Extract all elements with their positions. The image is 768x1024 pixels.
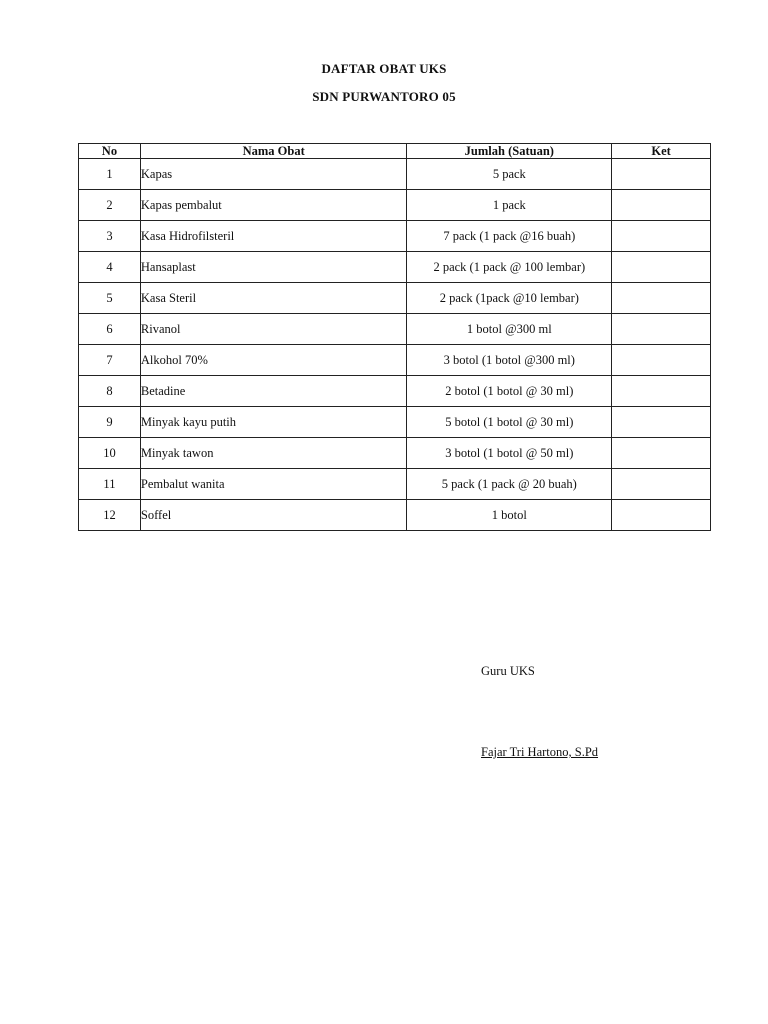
table-row <box>79 345 711 376</box>
cell-ket <box>612 500 711 531</box>
cell-ket <box>612 407 711 438</box>
table-row <box>79 283 711 314</box>
cell-qty: 5 pack <box>407 159 612 190</box>
cell-qty: 7 pack (1 pack @16 buah) <box>407 221 612 252</box>
table-row <box>79 159 711 190</box>
cell-ket <box>612 345 711 376</box>
table-row <box>79 221 711 252</box>
signature-role: Guru UKS <box>481 664 535 678</box>
cell-qty: 5 pack (1 pack @ 20 buah) <box>407 469 612 500</box>
cell-name: Rivanol <box>140 314 407 345</box>
table-row <box>79 438 711 469</box>
header-name: Nama Obat <box>140 144 407 159</box>
table-row <box>79 252 711 283</box>
cell-qty: 3 botol (1 botol @ 50 ml) <box>407 438 612 469</box>
cell-name: Kasa Steril <box>140 283 407 314</box>
cell-name: Minyak tawon <box>140 438 407 469</box>
document-subtitle: SDN PURWANTORO 05 <box>312 89 456 104</box>
cell-qty: 1 pack <box>407 190 612 221</box>
cell-ket <box>612 376 711 407</box>
cell-no: 5 <box>79 283 141 314</box>
cell-no: 7 <box>79 345 141 376</box>
cell-qty: 1 botol @300 ml <box>407 314 612 345</box>
cell-ket <box>612 283 711 314</box>
cell-no: 8 <box>79 376 141 407</box>
cell-qty: 1 botol <box>407 500 612 531</box>
header-ket: Ket <box>612 144 711 159</box>
cell-no: 2 <box>79 190 141 221</box>
cell-qty: 5 botol (1 botol @ 30 ml) <box>407 407 612 438</box>
cell-name: Pembalut wanita <box>140 469 407 500</box>
header-no: No <box>79 144 141 159</box>
signature-name: Fajar Tri Hartono, S.Pd <box>481 745 599 759</box>
cell-no: 10 <box>79 438 141 469</box>
cell-name: Soffel <box>140 500 407 531</box>
cell-ket <box>612 314 711 345</box>
cell-ket <box>612 469 711 500</box>
table-row <box>79 314 711 345</box>
cell-no: 11 <box>79 469 141 500</box>
cell-no: 12 <box>79 500 141 531</box>
document-title: DAFTAR OBAT UKS <box>321 61 447 76</box>
table-row <box>79 190 711 221</box>
cell-name: Kasa Hidrofilsteril <box>140 221 407 252</box>
cell-name: Kapas <box>140 159 407 190</box>
cell-name: Alkohol 70% <box>140 345 407 376</box>
cell-no: 4 <box>79 252 141 283</box>
table-header-row <box>79 144 711 159</box>
cell-name: Betadine <box>140 376 407 407</box>
cell-ket <box>612 159 711 190</box>
table-body <box>79 159 711 531</box>
cell-no: 1 <box>79 159 141 190</box>
cell-ket <box>612 221 711 252</box>
cell-qty: 3 botol (1 botol @300 ml) <box>407 345 612 376</box>
cell-qty: 2 botol (1 botol @ 30 ml) <box>407 376 612 407</box>
cell-qty: 2 pack (1 pack @ 100 lembar) <box>407 252 612 283</box>
cell-no: 3 <box>79 221 141 252</box>
cell-ket <box>612 438 711 469</box>
cell-no: 9 <box>79 407 141 438</box>
cell-name: Minyak kayu putih <box>140 407 407 438</box>
table-row <box>79 469 711 500</box>
cell-ket <box>612 252 711 283</box>
cell-ket <box>612 190 711 221</box>
medicine-table <box>78 143 711 531</box>
cell-qty: 2 pack (1pack @10 lembar) <box>407 283 612 314</box>
table-row <box>79 407 711 438</box>
cell-name: Kapas pembalut <box>140 190 407 221</box>
cell-name: Hansaplast <box>140 252 407 283</box>
table-row <box>79 500 711 531</box>
cell-no: 6 <box>79 314 141 345</box>
header-qty: Jumlah (Satuan) <box>407 144 612 159</box>
table-row <box>79 376 711 407</box>
